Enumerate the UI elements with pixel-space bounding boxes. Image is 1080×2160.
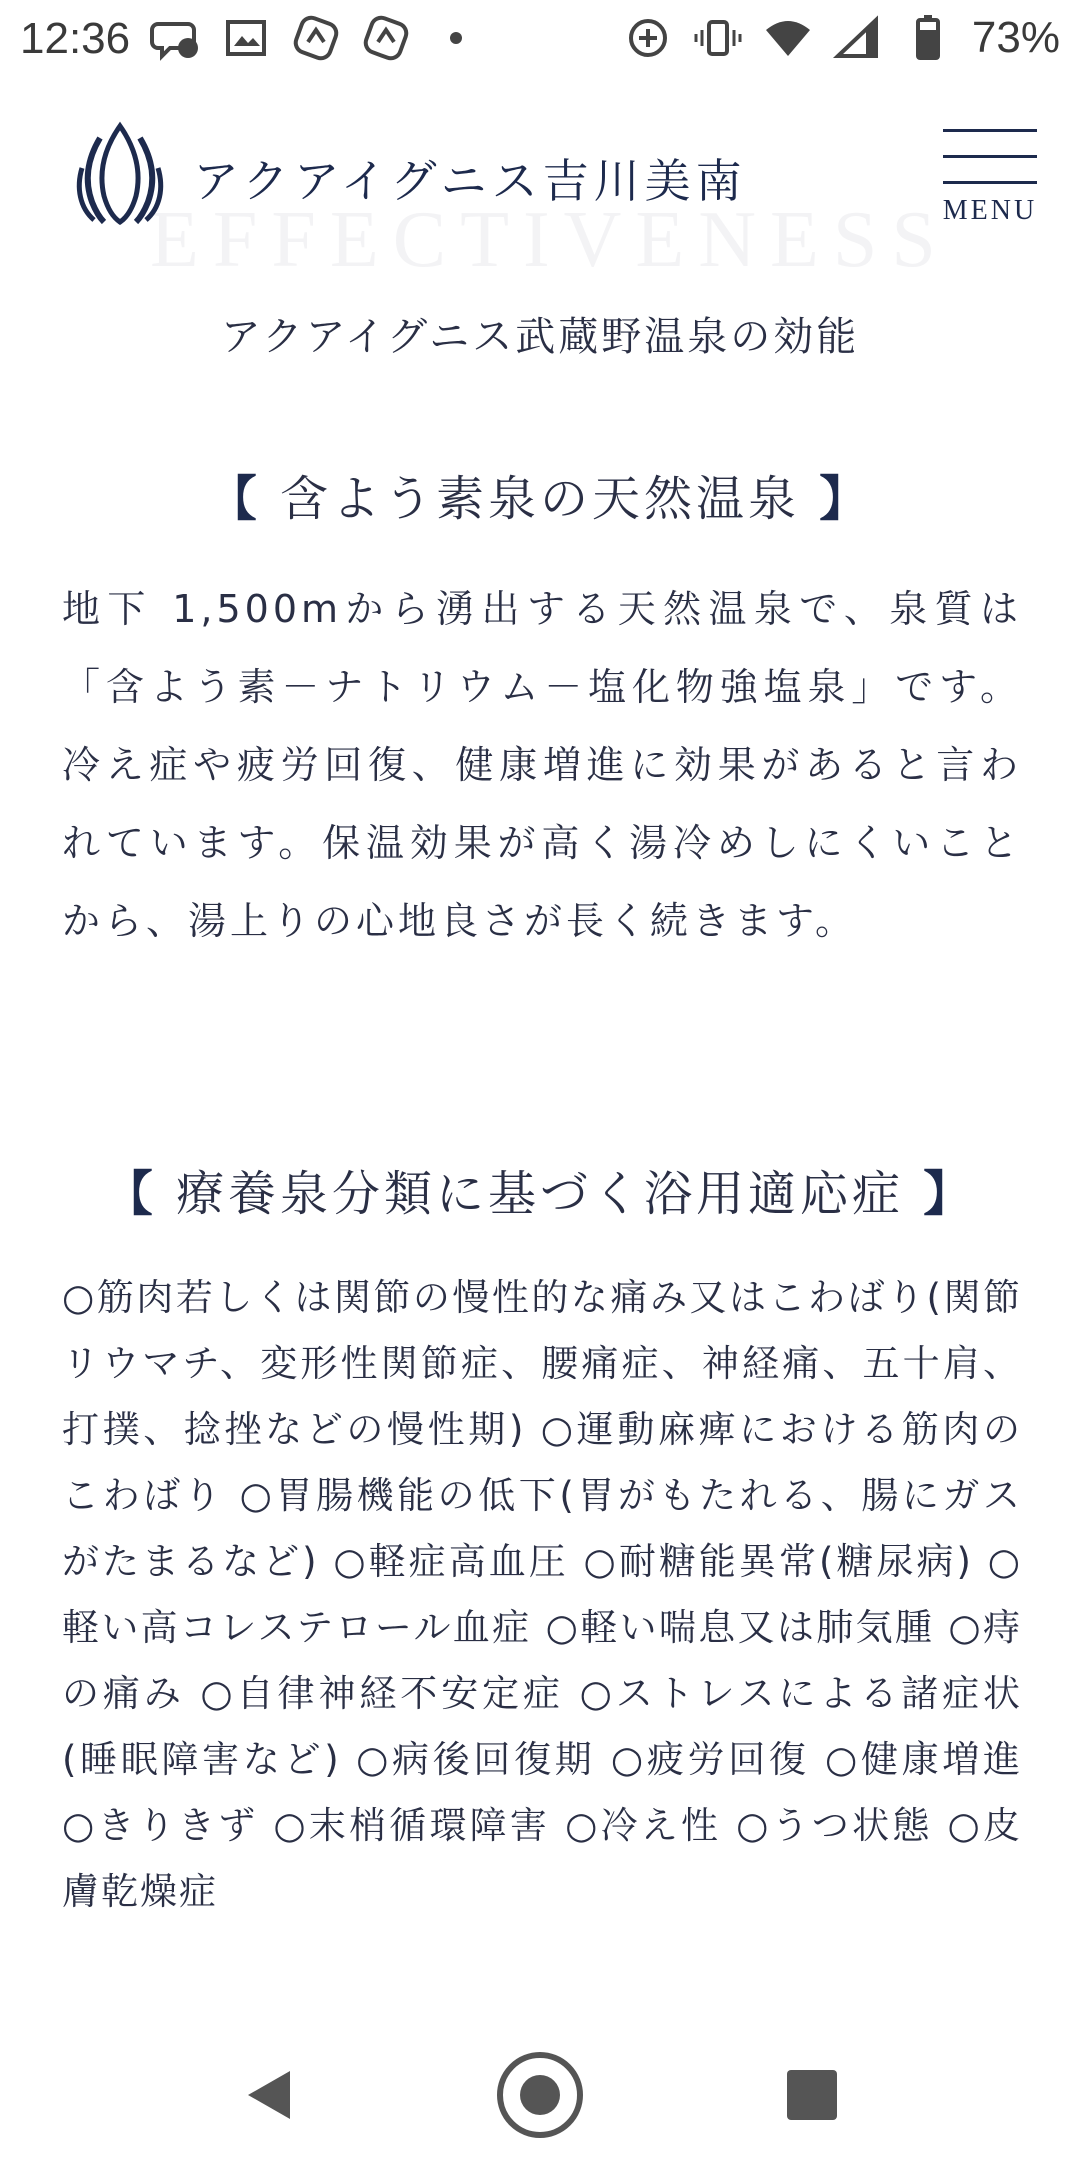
- menu-line: [943, 129, 1037, 132]
- app-icon: [290, 12, 342, 64]
- status-bar: [0, 0, 1080, 80]
- system-icons: [622, 12, 1060, 64]
- section-heading-natural-spring: [0, 460, 1080, 529]
- image-icon: [220, 12, 272, 64]
- bracket-open: 【: [208, 471, 261, 527]
- section-body-indications: ○筋肉若しくは関節の慢性的な痛み又はこわばり(関節リウマチ、変形性関節症、腰痛症、神経痛、五十肩、打撲、捻挫などの慢性期) ○運動麻痺における筋肉のこわばり ○胃腸機能の低下(胃がもたれる、腸にガスがたまるなど) ○軽症高血圧 ○耐糖能異常(糖尿病) ○軽い高コレステロール血症 ○軽い喘息又は肺気腫 ○痔の痛み ○自律神経不安定症 ○ストレスによる諸症状(睡眠障害など) ○病後回復期 ○疲労回復 ○健康増進 ○きりきず ○末梢循環障害 ○冷え性 ○うつ状態 ○皮膚乾燥症: [62, 1276, 1022, 1913]
- vibrate-icon: [692, 12, 744, 64]
- page-subtitle: アクアイグニス武蔵野温泉の効能: [220, 314, 860, 360]
- navigation-bar: [0, 2030, 1080, 2160]
- antler-logo-icon[interactable]: [70, 118, 170, 228]
- home-icon[interactable]: [495, 2050, 585, 2140]
- messenger-icon: [150, 12, 202, 64]
- bracket-close: 】: [819, 471, 872, 527]
- heading-text: 療養泉分類に基づく浴用適応症: [175, 1166, 904, 1222]
- data-saver-icon: [622, 12, 674, 64]
- menu-line: [943, 181, 1037, 184]
- brand-name[interactable]: アクアイグニス吉川美南: [193, 154, 747, 208]
- battery-percent: 73%: [971, 13, 1060, 62]
- bracket-open: 【: [104, 1166, 157, 1222]
- back-icon[interactable]: [240, 2065, 300, 2125]
- section-heading-indications: [0, 1155, 1080, 1224]
- site-header: [0, 100, 1080, 284]
- menu-label: MENU: [942, 195, 1038, 226]
- app-icon: [360, 12, 412, 64]
- bracket-close: 】: [923, 1166, 976, 1222]
- dot-icon: [430, 12, 482, 64]
- menu-button[interactable]: [935, 125, 1045, 235]
- signal-icon: [832, 12, 884, 64]
- section-watermark: EFFECTIVENESS: [150, 196, 950, 284]
- wifi-icon: [762, 12, 814, 64]
- section-body-natural-spring: 地下 1,500mから湧出する天然温泉で、泉質は「含よう素－ナトリウム－塩化物強塩泉」です。冷え症や疲労回復、健康増進に効果があると言われています。保温効果が高く湯冷めしにくいことから、湯上りの心地良さが長く続きます。: [62, 587, 1022, 943]
- menu-line: [943, 155, 1037, 158]
- status-time: 12:36: [20, 14, 131, 63]
- notification-icons: [150, 12, 482, 64]
- heading-text: 含よう素泉の天然温泉: [279, 471, 800, 527]
- battery-icon: [902, 12, 954, 64]
- recent-apps-icon[interactable]: [785, 2068, 839, 2122]
